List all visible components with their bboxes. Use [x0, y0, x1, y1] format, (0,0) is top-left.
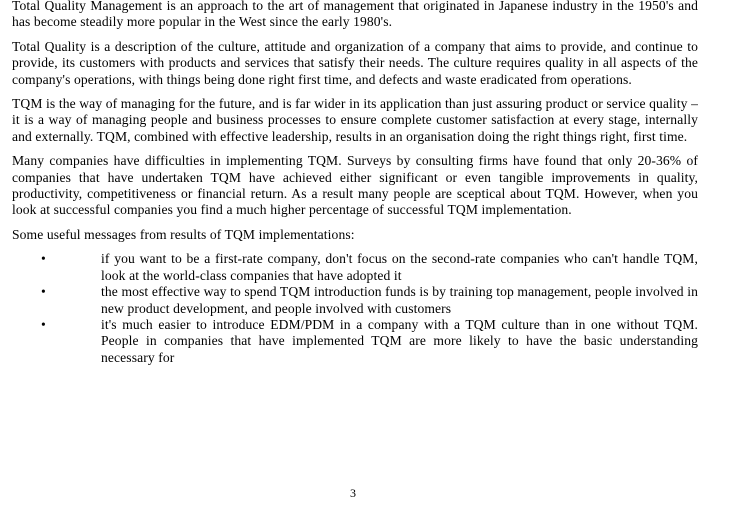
list-item-text: the most effective way to spend TQM introduction funds is by training top management, people involved in new product development, and people involved with customers: [101, 284, 698, 316]
paragraph-total-quality-definition: Total Quality is a description of the culture, attitude and organization of a company that aims to provide, and continue to provide, its customers with products and services that satisfy their needs. The culture requires quality in all aspects of the company's operations, with things being done right first time, and defects and waste eradicated from operations.: [12, 38, 698, 87]
page-number: 3: [350, 486, 356, 500]
list-item-text: it's much easier to introduce EDM/PDM in a company with a TQM culture than in one without TQM. People in companies that have implemented TQM are more likely to have the basic understanding necessary for: [101, 316, 698, 365]
list-item: [12, 284, 698, 317]
paragraph-implementation-difficulties: Many companies have difficulties in implementing TQM. Surveys by consulting firms have found that only 20-36% of companies that have undertaken TQM have achieved either significant or even tangible improvements in quality, productivity, competitiveness or financial return. As a result many people are sceptical about TQM. However, when you look at successful companies you find a much higher percentage of successful TQM implementation.: [12, 153, 698, 218]
useful-messages-list: [12, 251, 698, 366]
bullet-icon: •: [41, 284, 46, 300]
list-item-text: if you want to be a first-rate company, don't focus on the second-rate companies who can't handle TQM, look at the world-class companies that have adopted it: [101, 251, 698, 283]
bullet-icon: •: [41, 251, 46, 267]
paragraph-tqm-future: TQM is the way of managing for the future, and is far wider in its application than just assuring product or service quality – it is a way of managing people and business processes to ensure complete customer satisfaction at every stage, internally and externally. TQM, combined with effective leadership, results in an organisation doing the right things right, first time.: [12, 96, 698, 144]
list-item: [12, 317, 698, 366]
bullet-icon: •: [41, 316, 46, 332]
paragraph-useful-messages-intro: Some useful messages from results of TQM implementations:: [12, 226, 355, 242]
document-body: [12, 0, 698, 366]
list-item: [12, 251, 698, 284]
paragraph-tqm-origin: Total Quality Management is an approach to the art of management that originated in Japanese industry in the 1950's and has become steadily more popular in the West since the early 1980's.: [12, 0, 698, 30]
